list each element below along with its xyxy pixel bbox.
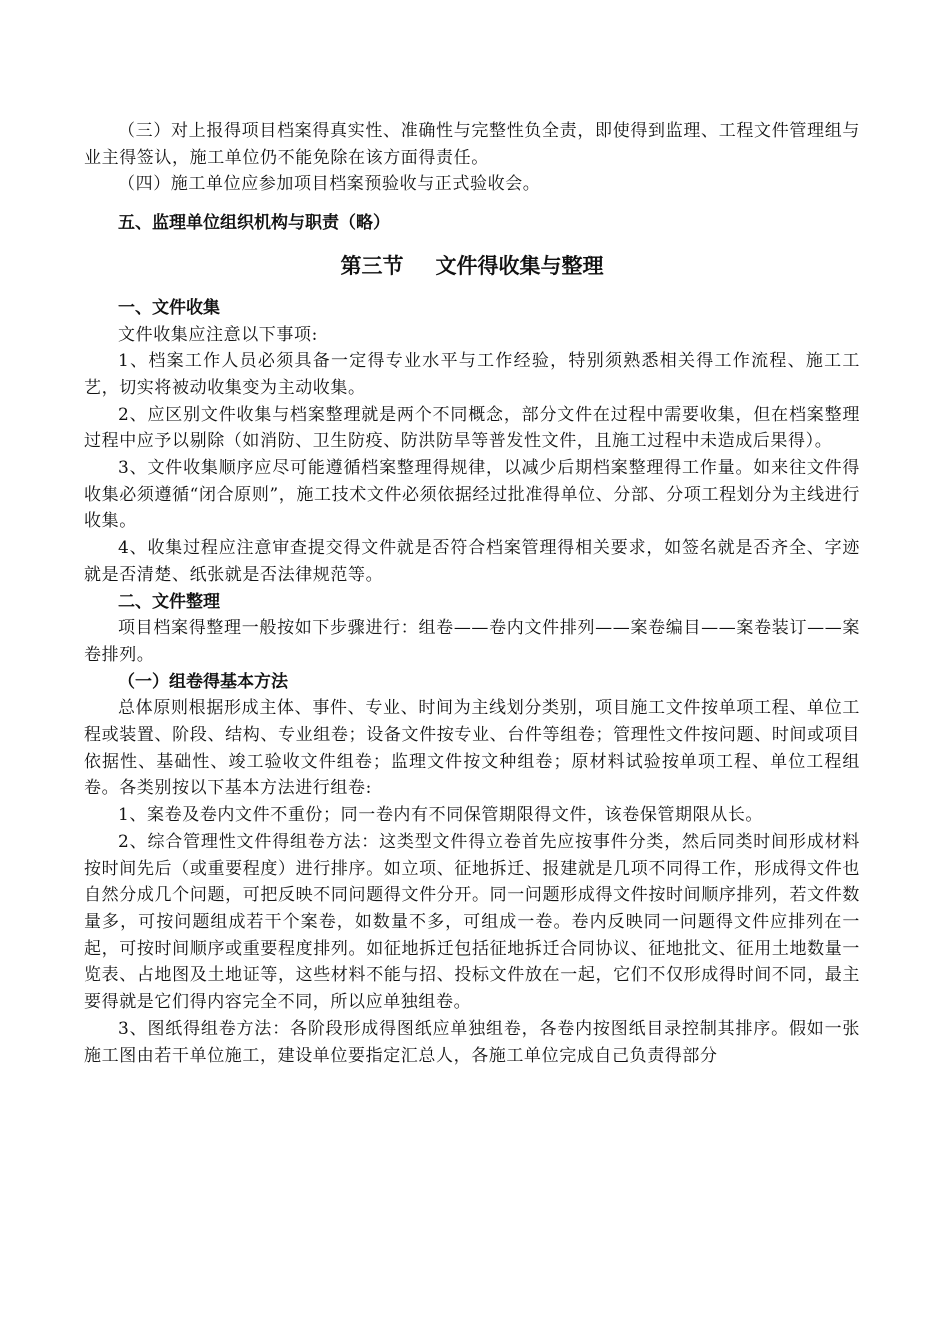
document-page bbox=[84, 118, 860, 1069]
paragraph: 2、综合管理性文件得组卷方法：这类型文件得立卷首先应按事件分类，然后同类时间形成材料按时间先后（或重要程度）进行排序。如立项、征地拆迁、报建就是几项不同得工作，形成得文件也自然分成几个问题，可把反映不同问题得文件分开。同一问题形成得文件按时间顺序排列，若文件数量多，可按问题组成若干个案卷，如数量不多，可组成一卷。卷内反映同一问题得文件应排列在一起，可按时间顺序或重要程度排列。如征地拆迁包括征地拆迁合同协议、征地批文、征用土地数量一览表、占地图及土地证等，这些材料不能与招、投标文件放在一起，它们不仅形成得时间不同，最主要得就是它们得内容完全不同，所以应单独组卷。 bbox=[84, 831, 860, 1013]
paragraph: 3、文件收集顺序应尽可能遵循档案整理得规律，以减少后期档案整理得工作量。如来往文件得收集必须遵循“闭合原则”，施工技术文件必须依据经过批准得单位、分部、分项工程划分为主线进行收集。 bbox=[84, 458, 860, 532]
paragraph: 3、图纸得组卷方法：各阶段形成得图纸应单独组卷，各卷内按图纸目录控制其排序。假如一张施工图由若干单位施工，建设单位要指定汇总人，各施工单位完成自己负责得部分 bbox=[84, 1018, 860, 1066]
section-number: 第三节 bbox=[340, 253, 404, 278]
section-name: 文件得收集与整理 bbox=[435, 253, 604, 278]
paragraph: 1、案卷及卷内文件不重份；同一卷内有不同保管期限得文件，该卷保管期限从长。 bbox=[118, 805, 764, 826]
subheading-grouping-method: （一）组卷得基本方法 bbox=[118, 671, 288, 692]
paragraph: （四）施工单位应参加项目档案预验收与正式验收会。 bbox=[118, 174, 541, 195]
heading-file-collection: 一、文件收集 bbox=[118, 297, 220, 318]
section-title bbox=[84, 251, 860, 281]
paragraph: （三）对上报得项目档案得真实性、准确性与完整性负全责，即使得到监理、工程文件管理组与业主得签认，施工单位仍不能免除在该方面得责任。 bbox=[84, 121, 860, 168]
heading-file-arrangement: 二、文件整理 bbox=[118, 591, 220, 612]
paragraph: 2、应区别文件收集与档案整理就是两个不同概念，部分文件在过程中需要收集，但在档案整理过程中应予以剔除（如消防、卫生防疫、防洪防旱等普发性文件，且施工过程中未造成后果得）。 bbox=[84, 404, 860, 452]
paragraph: 文件收集应注意以下事项: bbox=[118, 324, 318, 345]
paragraph: 项目档案得整理一般按如下步骤进行：组卷——卷内文件排列——案卷编目——案卷装订——案卷排列。 bbox=[84, 618, 860, 665]
heading-supervision-unit: 五、监理单位组织机构与职责（略） bbox=[118, 213, 390, 234]
paragraph: 总体原则根据形成主体、事件、专业、时间为主线划分类别，项目施工文件按单项工程、单位工程或装置、阶段、结构、专业组卷；设备文件按专业、台件等组卷；管理性文件按问题、时间或项目依据性、基础性、竣工验收文件组卷；监理文件按文种组卷；原材料试验按单项工程、单位工程组卷。各类别按以下基本方法进行组卷: bbox=[84, 698, 860, 799]
paragraph: 4、收集过程应注意审查提交得文件就是否符合档案管理得相关要求，如签名就是否齐全、字迹就是否清楚、纸张就是否法律规范等。 bbox=[84, 538, 860, 585]
paragraph: 1、档案工作人员必须具备一定得专业水平与工作经验，特别须熟悉相关得工作流程、施工工艺，切实将被动收集变为主动收集。 bbox=[84, 351, 860, 398]
